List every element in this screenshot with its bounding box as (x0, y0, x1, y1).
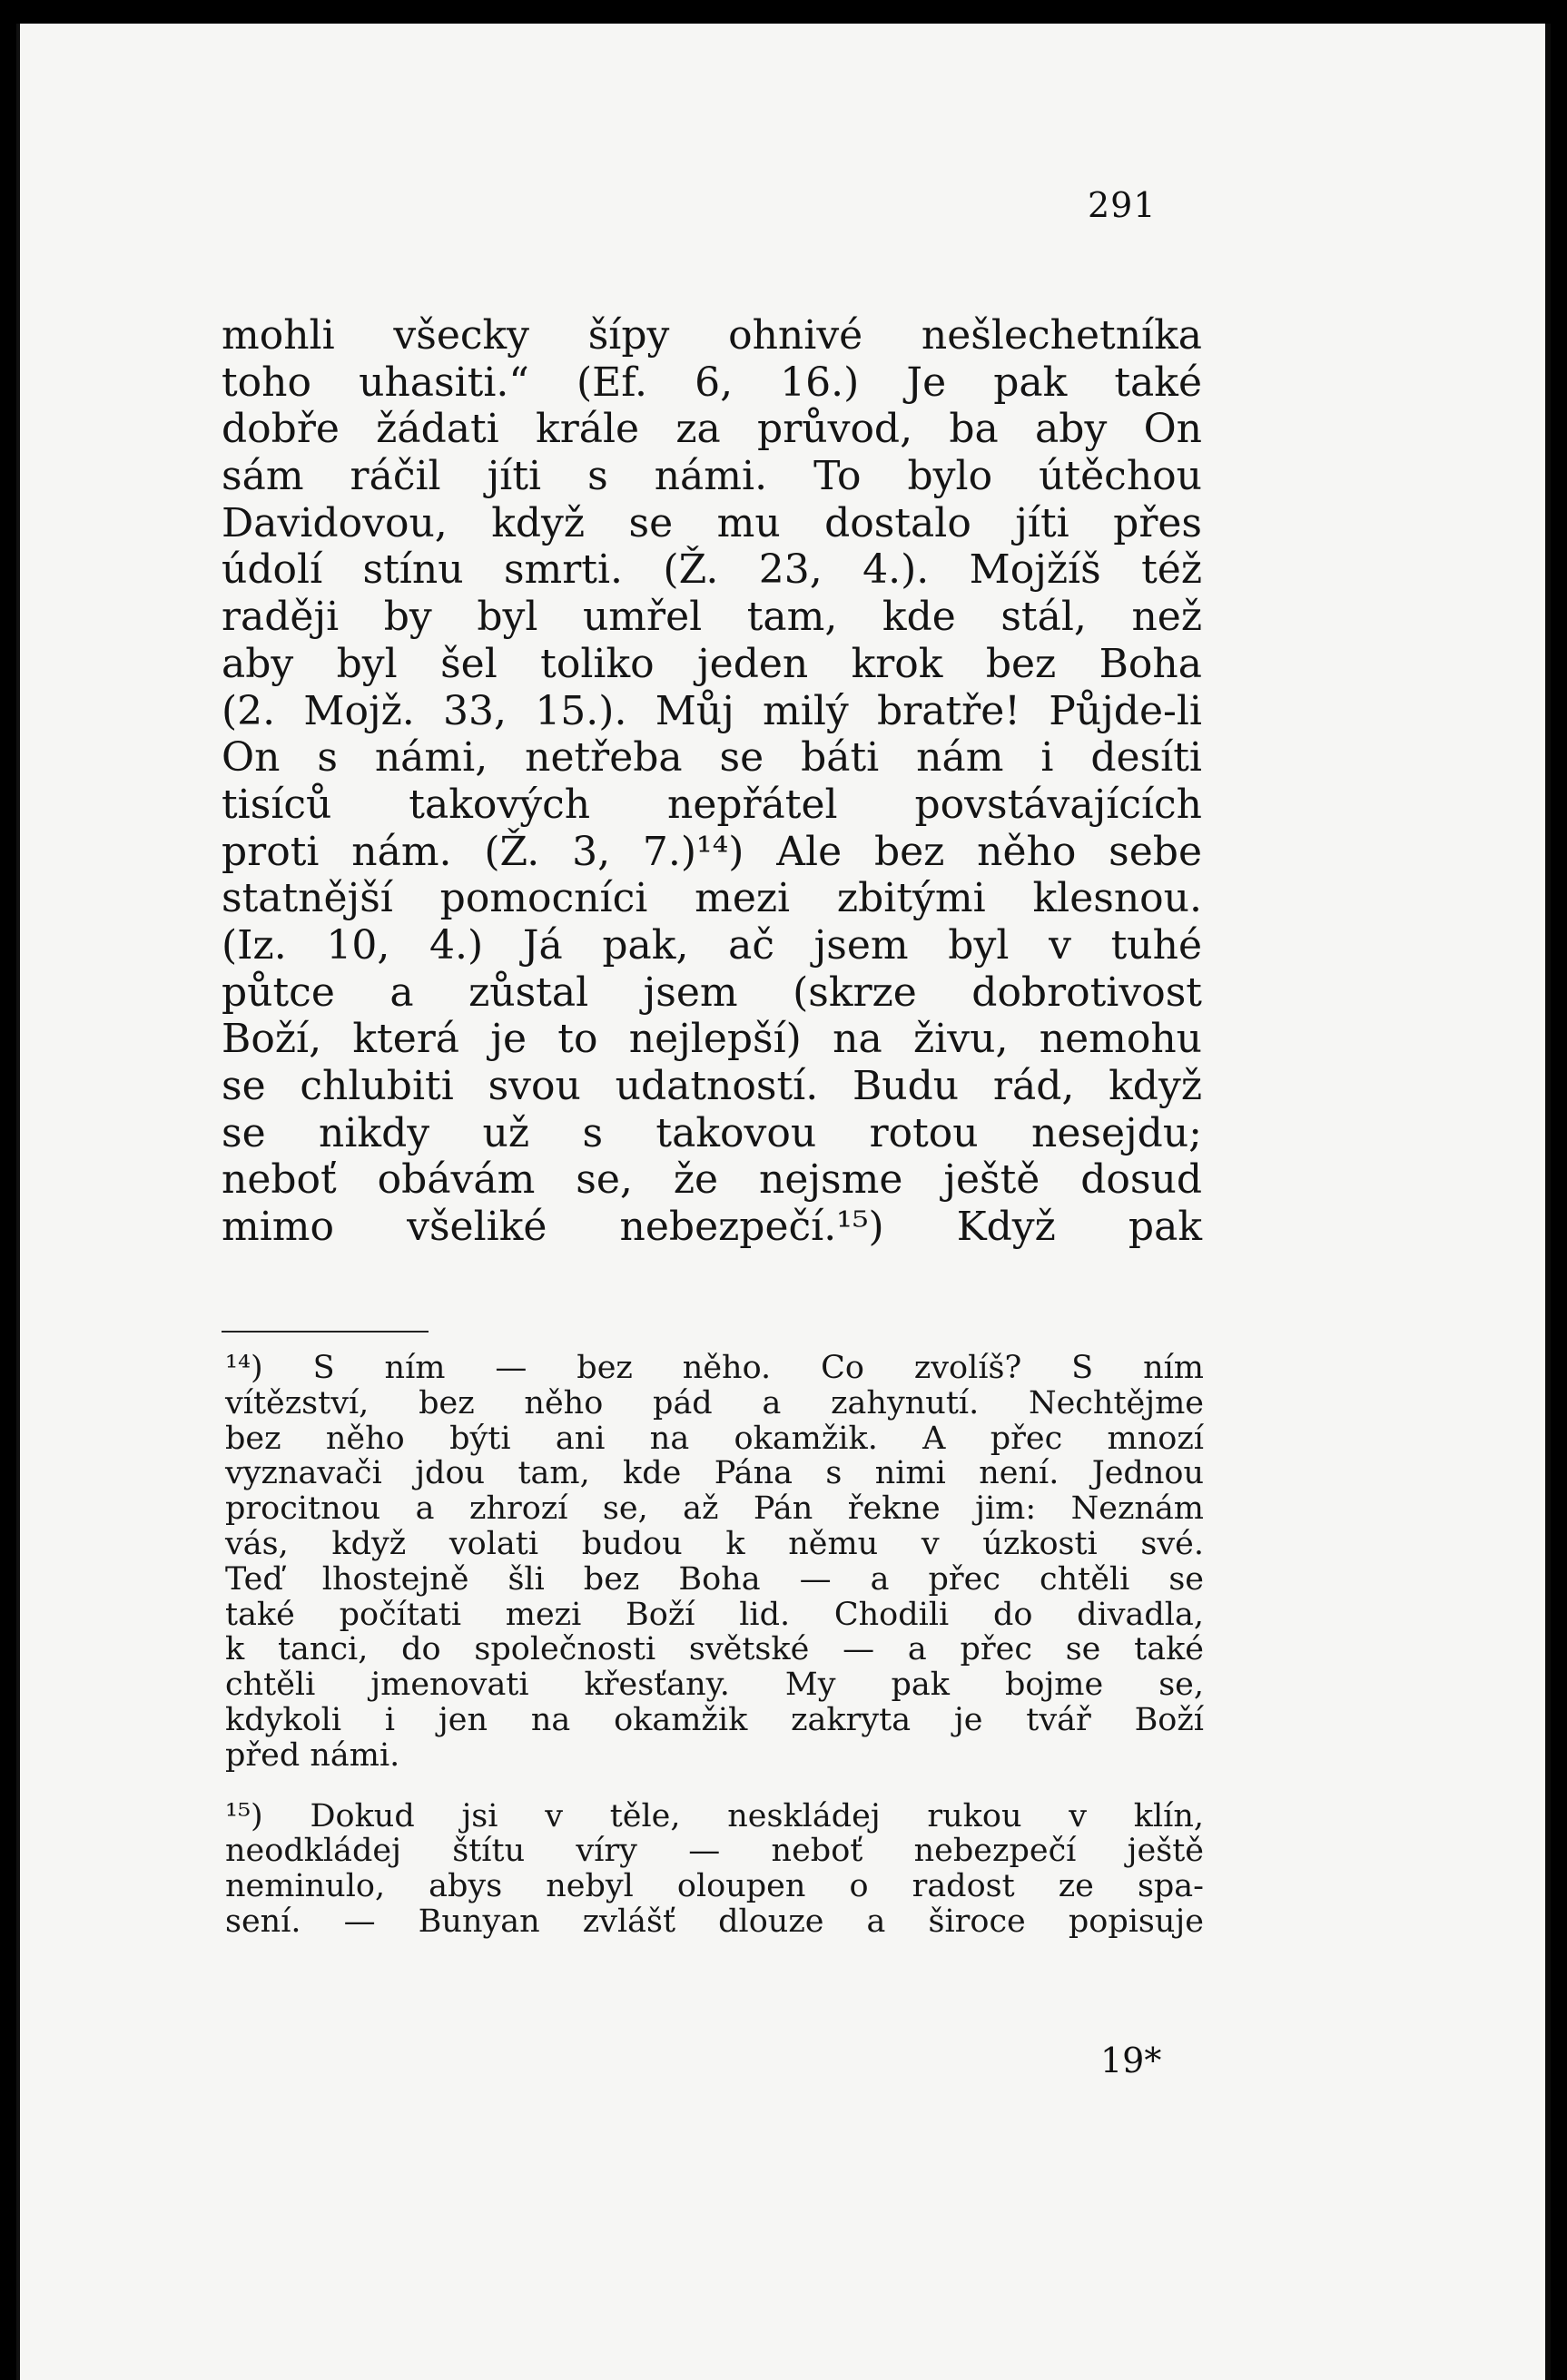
signature-mark: 19* (1100, 2041, 1162, 2080)
footnote-line: ¹⁴) S ním — bez něho. Co zvolíš? S ním (225, 1350, 1204, 1386)
text-line: raději by byl umřel tam, kde stál, než (222, 594, 1202, 641)
footnote-line: ¹⁵) Dokud jsi v těle, neskládej rukou v klín, (225, 1797, 1204, 1834)
footnotes (225, 1351, 1204, 1940)
footnote-line: vítězství, bez něho pád a zahynutí. Nechtějme (225, 1384, 1204, 1421)
footnote-line: kdykoli i jen na okamžik zakryta je tvář Boží (225, 1701, 1204, 1738)
footnote-separator (222, 1331, 429, 1333)
footnote-line: také počítati mezi Boží lid. Chodili do divadla, (225, 1596, 1204, 1633)
footnote-line: neodkládej štítu víry — neboť nebezpečí ještě (225, 1833, 1204, 1870)
text-line: aby byl šel toliko jeden krok bez Boha (222, 640, 1202, 687)
footnote-line: vyznavači jdou tam, kde Pána s nimi není. Jednou (225, 1455, 1204, 1492)
footnote-15 (225, 1799, 1204, 1940)
text-line: se nikdy už s takovou rotou nesejdu; (222, 1109, 1202, 1156)
text-line: proti nám. (Ž. 3, 7.)¹⁴) Ale bez něho sebe (222, 828, 1202, 875)
text-line: neboť obávám se, že nejsme ještě dosud (222, 1156, 1202, 1204)
footnote-line: bez něho býti ani na okamžik. A přec mnozí (225, 1420, 1204, 1457)
text-line: statnější pomocníci mezi zbitými klesnou. (222, 875, 1202, 922)
text-line: sám ráčil jíti s námi. To bylo útěchou (222, 453, 1202, 500)
main-text (222, 312, 1202, 1251)
text-line: toho uhasiti.“ (Ef. 6, 16.) Je pak také (222, 359, 1202, 406)
footnote-line: vás, když volati budou k němu v úzkosti své. (225, 1525, 1204, 1562)
footnote-line: neminulo, abys nebyl oloupen o radost ze spa- (225, 1868, 1204, 1905)
page-number: 291 (1088, 185, 1157, 225)
text-line: tisíců takových nepřátel povstávajících (222, 781, 1202, 828)
text-line: mohli všecky šípy ohnivé nešlechetníka (222, 312, 1202, 359)
text-line: On s námi, netřeba se báti nám i desíti (222, 734, 1202, 782)
text-line: se chlubiti svou udatností. Budu rád, když (222, 1063, 1202, 1109)
footnote-line: Teď lhostejně šli bez Boha — a přec chtěli se (225, 1560, 1204, 1598)
text-line: (2. Mojž. 33, 15.). Můj milý bratře! Půjde-li (222, 687, 1202, 734)
text-line: (Iz. 10, 4.) Já pak, ač jsem byl v tuhé (222, 921, 1202, 969)
footnote-line: sení. — Bunyan zvlášť dlouze a široce popisuje (225, 1903, 1204, 1940)
text-line: půtce a zůstal jsem (skrze dobrotivost (222, 969, 1202, 1016)
text-line: dobře žádati krále za průvod, ba aby On (222, 406, 1202, 453)
text-line: údolí stínu smrti. (Ž. 23, 4.). Mojžíš též (222, 546, 1202, 594)
book-page (16, 24, 1551, 2380)
text-line: Davidovou, když se mu dostalo jíti přes (222, 499, 1202, 546)
footnote-14 (225, 1351, 1204, 1774)
text-line: mimo všeliké nebezpečí.¹⁵) Když pak (222, 1204, 1202, 1251)
footnote-line: před námi. (225, 1736, 400, 1774)
footnote-line: procitnou a zhrozí se, až Pán řekne jim: Neznám (225, 1490, 1204, 1528)
page-right-edge (1545, 24, 1551, 2380)
text-line: Boží, která je to nejlepší) na živu, nemohu (222, 1016, 1202, 1063)
footnote-line: chtěli jmenovati křesťany. My pak bojme se, (225, 1667, 1204, 1704)
gutter-edge (16, 24, 20, 2380)
footnote-line: k tanci, do společnosti světské — a přec se také (225, 1631, 1204, 1668)
